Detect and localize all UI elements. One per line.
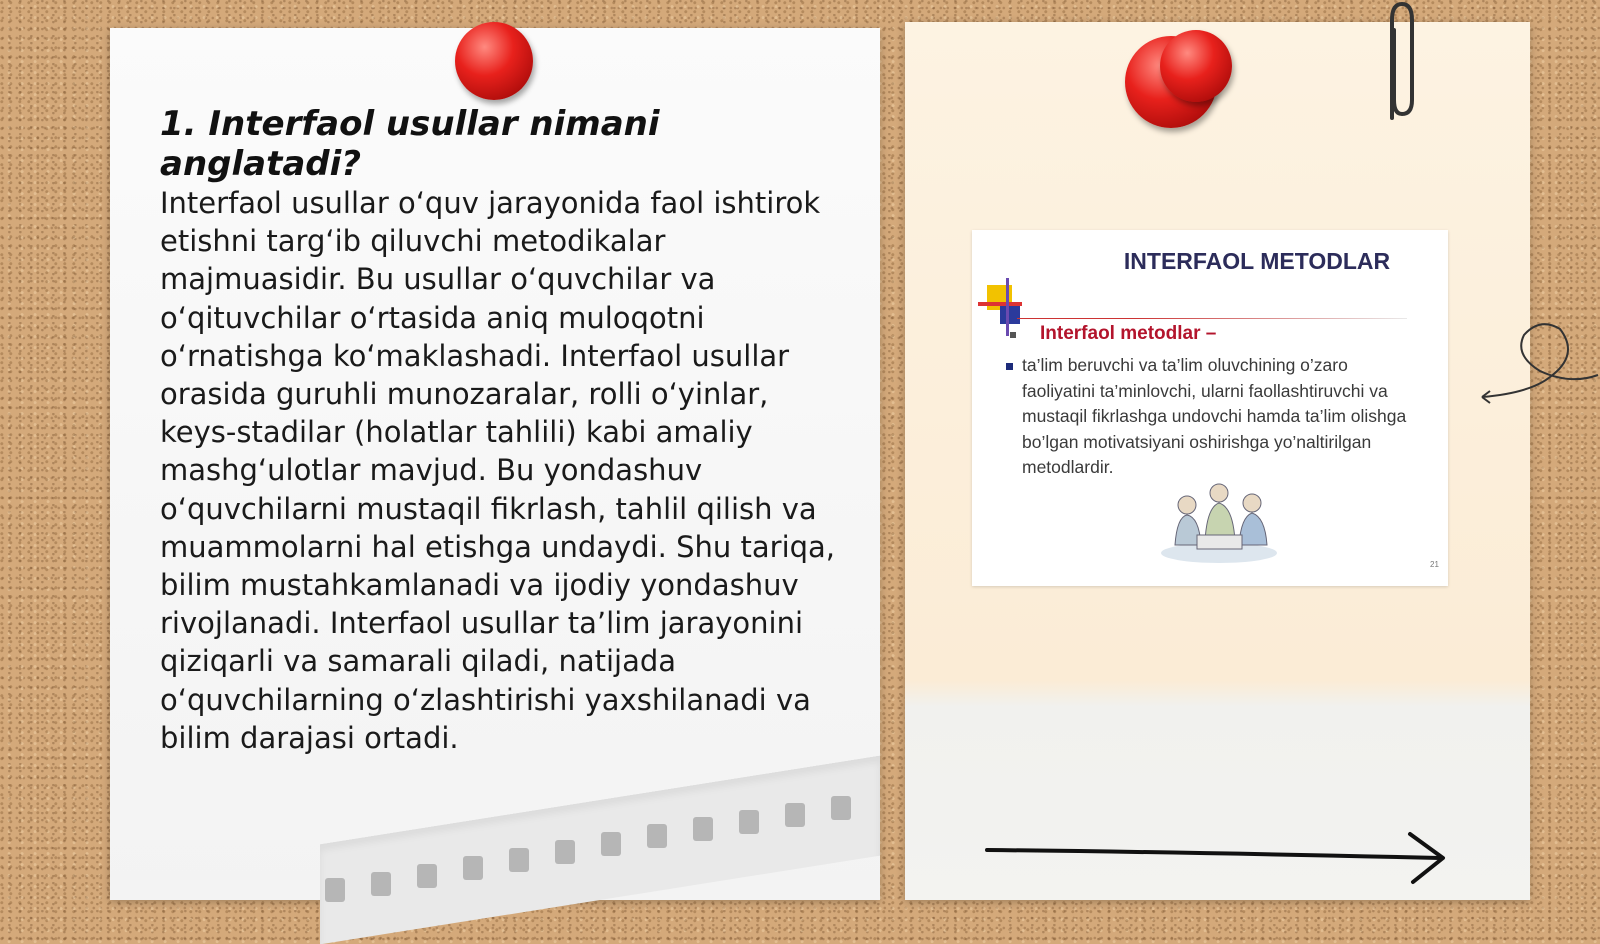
question-title: 1. Interfaol usullar nimani anglatadi? (160, 104, 660, 184)
hole (371, 872, 391, 896)
slide-body-text: ta’lim beruvchi va ta’lim oluvchining o’zaro faoliyatini ta’minlovchi, ularni faollashtiruvchi va mustaqil fikrlashga undovchi hamda ta’lim olishga bo’lgan motivatsiyani oshirishga yo’naltirilgan metodlardir. (1022, 355, 1407, 477)
hole (325, 878, 345, 902)
hole (463, 856, 483, 880)
hole (647, 824, 667, 848)
curl-arrow-icon (1480, 315, 1600, 415)
hole (831, 796, 851, 820)
hole (509, 848, 529, 872)
hole (555, 840, 575, 864)
bullet-icon (1006, 363, 1013, 370)
paperclip-icon (1378, 0, 1418, 122)
red-pushpin-icon (455, 22, 533, 100)
hole (601, 832, 621, 856)
people-illustration-icon (1157, 475, 1282, 565)
hole (417, 864, 437, 888)
hole (739, 810, 759, 834)
arrow-right-icon (985, 830, 1450, 890)
slide-title: INTERFAOL METODLAR (1123, 248, 1391, 274)
hole (693, 817, 713, 841)
bullet-icon (1010, 332, 1016, 338)
slide-decoration (1006, 278, 1009, 336)
slide-divider (1017, 318, 1407, 319)
body-paragraph: Interfaol usullar o‘quv jarayonida faol ishtirok etishni targ‘ib qiluvchi metodikalar majmuasidir. Bu usullar o‘quvchilar va o‘qituvchilar o‘rtasida aniq muloqotni o‘rnatishga ko‘maklashadi. Interfaol usullar orasida guruhli munozaralar, rolli o‘yinlar, keys-stadilar (holatlar tahlili) kabi amaliy mashg‘ulotlar mavjud. Bu yondashuv o‘quvchilarni mustaqil fikrlash, tahlil qilish va muammolarni hal etishga undaydi. Shu tariqa, bilim mustahkamlanadi va ijodiy yondashuv rivojlanadi. Interfaol usullar ta’lim jarayonini qiziqarli va samarali qiladi, natijada o‘quvchilarning o‘zlashtirishi yaxshilanadi va bilim darajasi ortadi. (160, 186, 836, 755)
slide-image (972, 230, 1448, 586)
slide-page-number: 21 (1430, 560, 1439, 569)
red-pushpin-icon (1160, 30, 1232, 102)
hole (785, 803, 805, 827)
slide-subheading: Interfaol metodlar – (1040, 323, 1217, 344)
notebook-holes (325, 800, 885, 900)
slide-decoration (978, 302, 1022, 306)
